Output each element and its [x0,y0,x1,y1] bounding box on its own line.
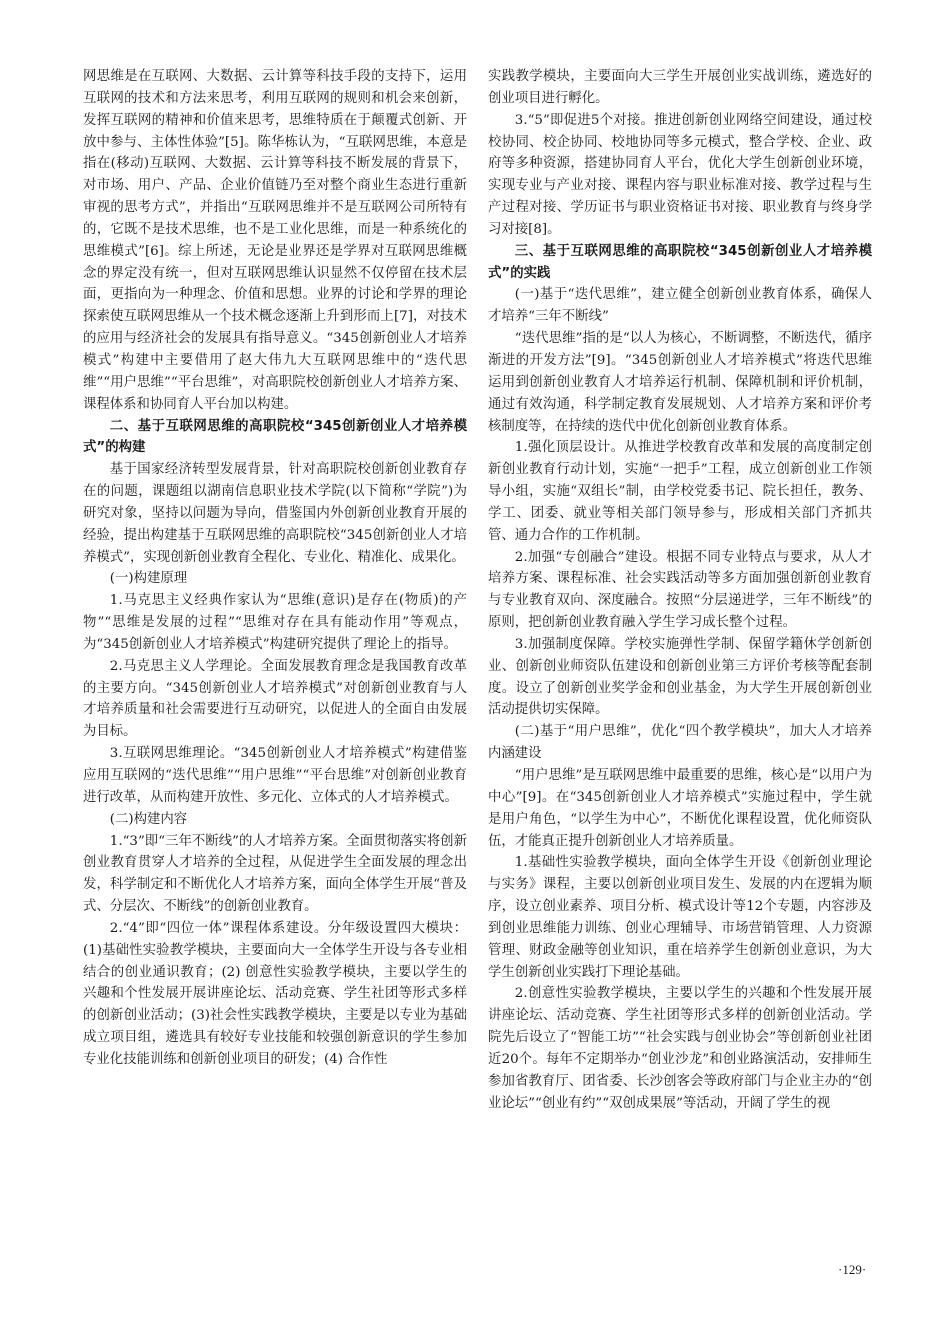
right-column [488,66,872,1115]
body-paragraph: 1.强化顶层设计。从推进学校教育改革和发展的高度制定创新创业教育行动计划，实施“一把手”工程，成立创新创业工作领导小组，实施“双组长”制，由学校党委书记、院长担任，教务、学工、团委、就业等相关部门领导参与，形成相关部门齐抓共管、通力合作的工作机制。 [488,440,872,543]
subsection-heading: (一)构建原理 [109,571,188,587]
body-paragraph: “用户思维”是互联网思维中最重要的思维，核心是“以用户为中心”[9]。在“345创新创业人才培养模式”实施过程中，学生就是用户角色，“以学生为中心”，不断优化课程设置，优化师资队伍，才能真正提升创新创业人才培养质量。 [488,768,872,849]
body-paragraph: 3.加强制度保障。学校实施弹性学制、保留学籍休学创新创业、创新创业师资队伍建设和创新创业第三方评价考核等配套制度。设立了创新创业奖学金和创业基金，为大学生开展创新创业活动提供切实保障。 [488,636,872,718]
body-paragraph: 基于国家经济转型发展背景，针对高职院校创新创业教育存在的问题，课题组以湖南信息职业技术学院(以下简称“学院”)为研究对象，坚持以问题为导向，借鉴国内外创新创业教育开展的经验，提出构建基于互联网思维的高职院校“345创新创业人才培养模式”，实现创新创业教育全程化、专业化、精准化、成果化。 [83,462,467,565]
body-paragraph: 2.创意性实验教学模块，主要以学生的兴趣和个性发展开展讲座论坛、活动竞赛、学生社团等形式多样的创新创业活动。学院先后设立了“智能工坊”“社会实践与创业协会”等创新创业社团近20个。每年不定期举办“创业沙龙”和创业路演活动，安排师生参加省教育厅、团省委、长沙创客会等政府部门与企业主办的“创业论坛”“创业有约”“双创成果展”等活动，开阔了学生的视 [488,986,872,1111]
continued-paragraph: 网思维是在互联网、大数据、云计算等科技手段的支持下，运用互联网的技术和方法来思考，利用互联网的规则和机会来创新，发挥互联网的精神和价值来思考，思维特质在于颠覆式创新、开放中参与、主体性体验”[5]。陈华栋认为，“互联网思维，本意是指在(移动)互联网、大数据、云计算等科技不断发展的背景下，对市场、用户、产品、企业价值链乃至对整个商业生态进行重新审视的思考方式”，并指出“互联网思维并不是互联网公司所特有的，它既不是技术思维，也不是工业化思维，而是一种系统化的思维模式”[6]。综上所述，无论是业界还是学界对互联网思维概念的界定没有统一，但对互联网思维认识显然不仅停留在技术层面，更指向为一种理念、价值和思想。业界的讨论和学界的理论探索使互联网思维从一个技术概念逐渐上升到形而上[7]，对技术的应用与经济社会的发展具有指导意义。“345创新创业人才培养模式”构建中主要借用了赵大伟九大互联网思维中的“迭代思维”“用户思维”“平台思维”，对高职院校创新创业人才培养方案、课程体系和协同育人平台加以构建。 [83,69,467,412]
subsection-heading: (一)基于“迭代思维”，建立健全创新创业教育体系，确保人才培养“三年不断线” [488,287,872,325]
body-paragraph: 1.“3”即“三年不断线”的人才培养方案。全面贯彻落实将创新创业教育贯穿人才培养的全过程，从促进学生全面发展的理念出发，科学制定和不断优化人才培养方案，面向全体学生开展“普及式、分层次、不断线”的创新创业教育。 [83,833,467,915]
subsection-heading: (二)构建内容 [109,811,188,827]
body-paragraph: “迭代思维”指的是“以人为核心，不断调整，不断迭代，循序渐进的开发方法”[9]。“345创新创业人才培养模式”将迭代思维运用到创新创业教育人才培养运行机制、保障机制和评价机制，通过有效沟通，科学制定教育发展规划、人才培养方案和评价考核制度等，在持续的迭代中优化创新创业教育体系。 [488,331,872,434]
body-paragraph: 2.“4”即“四位一体”课程体系建设。分年级设置四大模块：(1)基础性实验教学模块，主要面向大一全体学生开设与各专业相结合的创业通识教育；(2) 创意性实验教学模块，主要以学生的兴趣和个性发展开展讲座论坛、活动竞赛、学生社团等形式多样的创新创业活动；(3)社会性实践教学模块，主要是以专业为基础成立项目组，遴选具有较好专业技能和较强创新意识的学生参加专业化技能训练和创新创业项目的研发；(4) 合作性 [83,920,467,1067]
body-paragraph: 1.马克思主义经典作家认为“思维(意识)是存在(物质)的产物”“思维是发展的过程”“思维对存在具有能动作用”等观点，为“345创新创业人才培养模式”构建研究提供了理论上的指导。 [83,593,467,652]
body-paragraph: 2.马克思主义人学理论。全面发展教育理念是我国教育改革的主要方向。“345创新创业人才培养模式”对创新创业教育与人才培养质量和社会需要进行互动研究，以促进人的全面自由发展为目标。 [83,658,467,740]
section-heading: 二、基于互联网思维的高职院校“345创新创业人才培养模式”的构建 [83,418,467,456]
continued-paragraph: 实践教学模块，主要面向大三学生开展创业实战训练，遴选好的创业项目进行孵化。 [488,69,872,106]
page-number: ·129· [838,1262,867,1277]
body-paragraph: 1.基础性实验教学模块，面向全体学生开设《创新创业理论与实务》课程，主要以创新创业项目发生、发展的内在逻辑为顺序，设立创业素养、项目分析、模式设计等12个专题，内容涉及到创业思维能力训练、创业心理辅导、市场营销管理、人力资源管理、财政金融等创业知识，重在培养学生创新创业意识，为大学生创新创业实践打下理论基础。 [488,855,872,980]
section-heading: 三、基于互联网思维的高职院校“345创新创业人才培养模式”的实践 [488,243,872,281]
body-paragraph: 3.“5”即促进5个对接。推进创新创业网络空间建设，通过校校协同、校企协同、校地协同等多元模式，整合学校、企业、政府等多种资源，搭建协同育人平台，优化大学生创新创业环境，实现专业与产业对接、课程内容与职业标准对接、教学过程与生产过程对接、学历证书与职业资格证书对接、职业教育与终身学习对接[8]。 [488,112,872,237]
left-column [83,66,467,1071]
body-paragraph: 3.互联网思维理论。“345创新创业人才培养模式”构建借鉴应用互联网的“迭代思维”“用户思维”“平台思维”对创新创业教育进行改革，从而构建开放性、多元化、立体式的人才培养模式。 [83,746,467,805]
subsection-heading: (二)基于“用户思维”，优化“四个教学模块”，加大人才培养内涵建设 [488,724,872,762]
body-paragraph: 2.加强“专创融合”建设。根据不同专业特点与要求，从人才培养方案、课程标准、社会实践活动等多方面加强创新创业教育与专业教育双向、深度融合。按照“分层递进学，三年不断线”的原则，把创新创业教育融入学生学习成长整个过程。 [488,549,872,631]
